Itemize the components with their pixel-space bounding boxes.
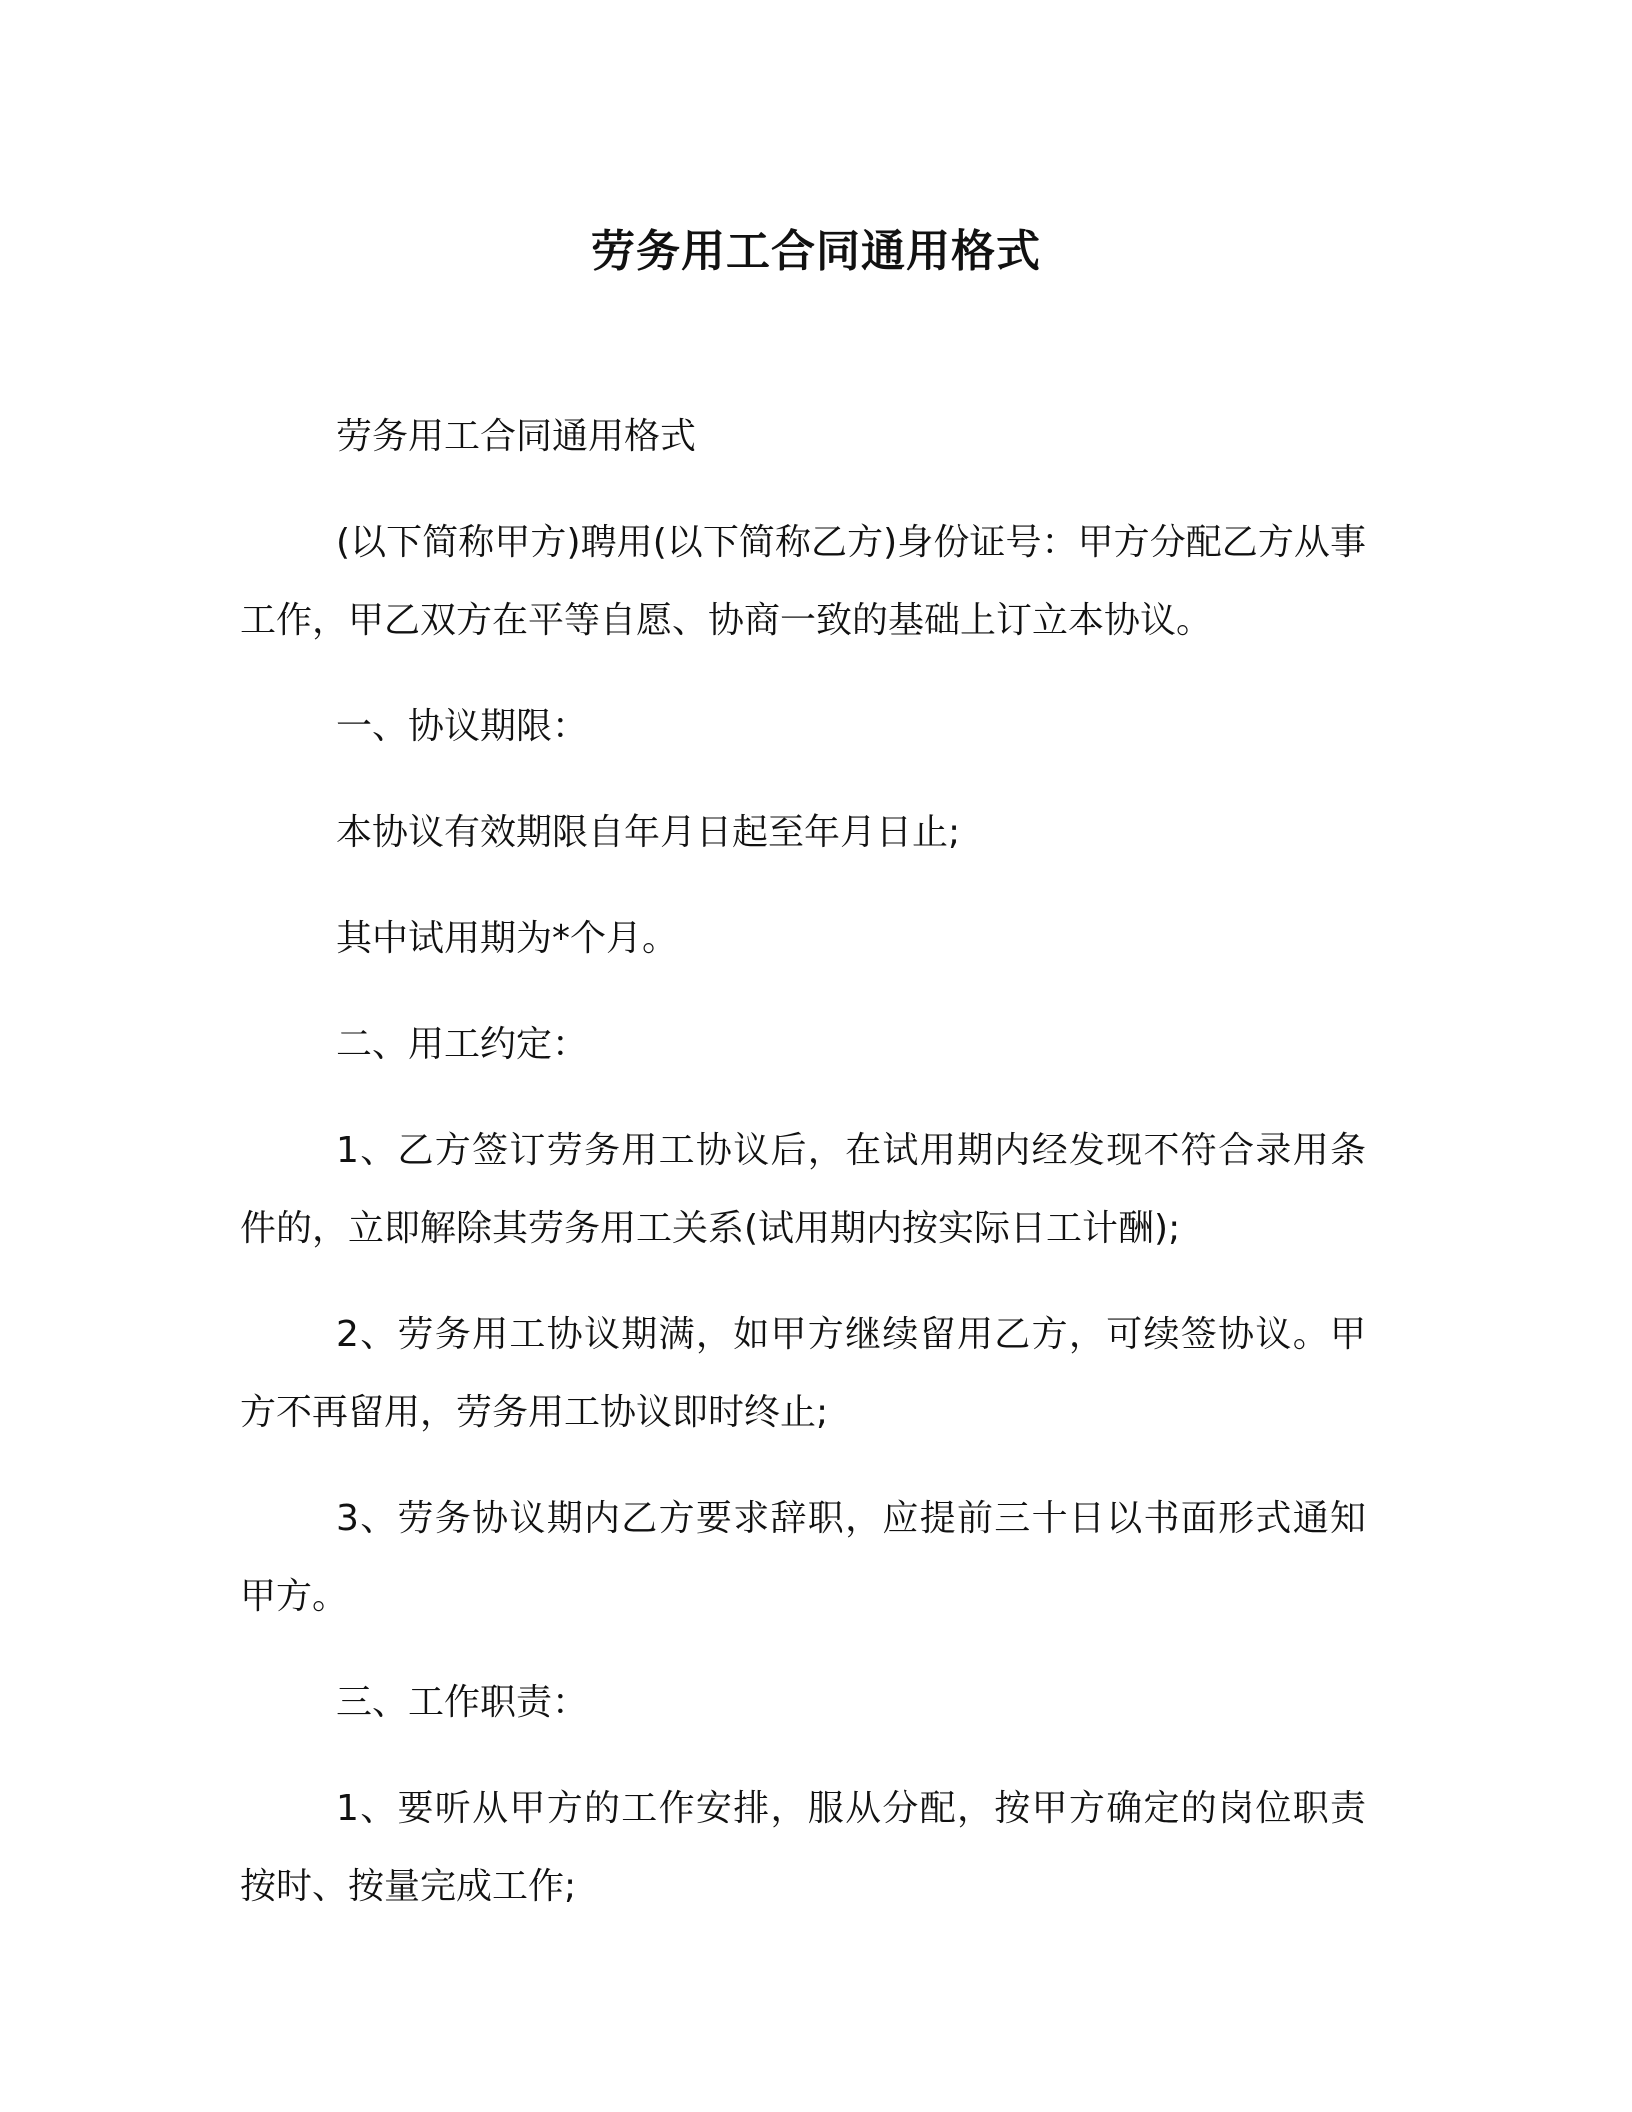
clause-duties-1: 1、要听从甲方的工作安排，服从分配，按甲方确定的岗位职责按时、按量完成工作; <box>240 1788 1366 1907</box>
paragraph-term-validity: 本协议有效期限自年月日起至年月日止; <box>336 812 961 853</box>
document-body <box>240 398 1366 1954</box>
section-heading-employment: 二、用工约定： <box>336 1024 589 1065</box>
paragraph-intro: (以下简称甲方)聘用(以下简称乙方)身份证号：甲方分配乙方从事工作，甲乙双方在平等自愿、协商一致的基础上订立本协议。 <box>240 522 1366 641</box>
paragraph-subtitle: 劳务用工合同通用格式 <box>336 416 697 457</box>
clause-employment-3: 3、劳务协议期内乙方要求辞职，应提前三十日以书面形式通知甲方。 <box>240 1498 1366 1617</box>
document-title: 劳务用工合同通用格式 <box>591 226 1041 277</box>
paragraph-probation: 其中试用期为*个月。 <box>336 918 679 959</box>
clause-employment-1: 1、乙方签订劳务用工协议后，在试用期内经发现不符合录用条件的，立即解除其劳务用工关系(试用期内按实际日工计酬); <box>240 1130 1366 1249</box>
section-heading-term: 一、协议期限： <box>336 706 589 747</box>
section-heading-duties: 三、工作职责： <box>336 1682 589 1723</box>
clause-employment-2: 2、劳务用工协议期满，如甲方继续留用乙方，可续签协议。甲方不再留用，劳务用工协议即时终止; <box>240 1314 1366 1433</box>
